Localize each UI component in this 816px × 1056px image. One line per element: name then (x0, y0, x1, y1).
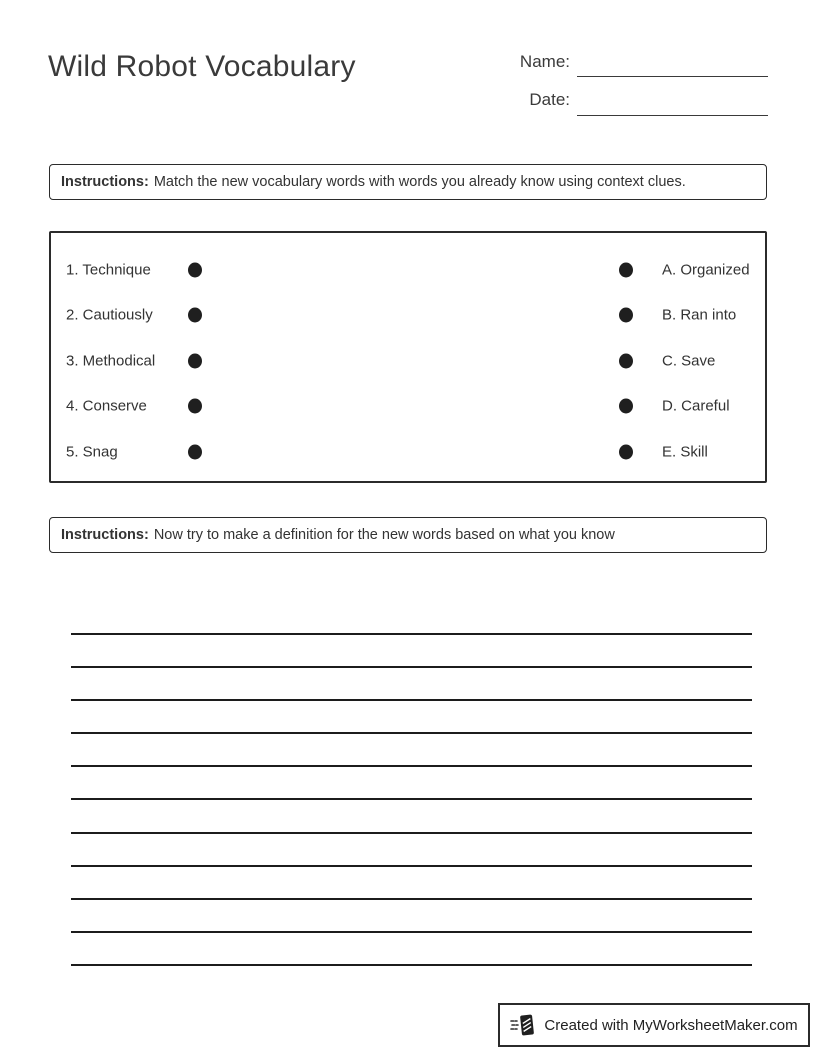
writing-line (71, 798, 752, 800)
match-word-label: 5. Snag (66, 443, 118, 461)
writing-line (71, 931, 752, 933)
match-row (51, 429, 765, 475)
match-point-left-3[interactable] (188, 353, 202, 368)
writing-line (71, 732, 752, 734)
date-label: Date: (529, 90, 570, 109)
page-title: Wild Robot Vocabulary (48, 50, 356, 83)
instructions-label: Instructions: (61, 174, 149, 190)
writing-line (71, 865, 752, 867)
created-with-badge[interactable] (498, 1003, 810, 1047)
created-with-text: Created with MyWorksheetMaker.com (544, 1016, 798, 1034)
writing-line (71, 832, 752, 834)
match-point-left-5[interactable] (188, 444, 202, 459)
match-point-right-d[interactable] (619, 399, 633, 414)
match-word-label: 1. Technique (66, 261, 151, 279)
match-row (51, 384, 765, 430)
match-row (51, 293, 765, 339)
match-answer-label: B. Ran into (662, 306, 737, 324)
match-point-right-b[interactable] (619, 308, 633, 323)
match-point-left-4[interactable] (188, 399, 202, 414)
instructions-label: Instructions: (61, 527, 149, 543)
match-point-right-e[interactable] (619, 444, 633, 459)
match-point-left-1[interactable] (188, 262, 202, 277)
instructions-box-matching (49, 164, 767, 200)
writing-line (71, 699, 752, 701)
match-word-label: 3. Methodical (66, 352, 156, 370)
writing-line (71, 666, 752, 668)
writing-lines (71, 633, 752, 966)
match-answer-label: D. Careful (662, 397, 730, 415)
match-word-label: 4. Conserve (66, 397, 147, 415)
match-point-left-2[interactable] (188, 308, 202, 323)
instructions-text: Match the new vocabulary words with words you already know using context clues. (153, 174, 686, 190)
match-answer-label: E. Skill (662, 443, 708, 461)
date-fill-line[interactable] (577, 115, 768, 116)
writing-line (71, 633, 752, 635)
match-answer-label: A. Organized (662, 261, 750, 279)
myworksheetmaker-logo-icon (510, 1012, 536, 1038)
writing-line (71, 964, 752, 966)
name-label: Name: (519, 52, 570, 71)
instructions-text: Now try to make a definition for the new words based on what you know (153, 527, 615, 543)
match-point-right-a[interactable] (619, 262, 633, 277)
match-row (51, 247, 765, 293)
instructions-box-definitions (49, 517, 767, 553)
writing-line (71, 765, 752, 767)
match-word-label: 2. Cautiously (66, 306, 153, 324)
matching-section (49, 231, 767, 483)
writing-line (71, 898, 752, 900)
name-fill-line[interactable] (577, 76, 768, 77)
match-answer-label: C. Save (662, 352, 716, 370)
match-point-right-c[interactable] (619, 353, 633, 368)
match-row (51, 338, 765, 384)
